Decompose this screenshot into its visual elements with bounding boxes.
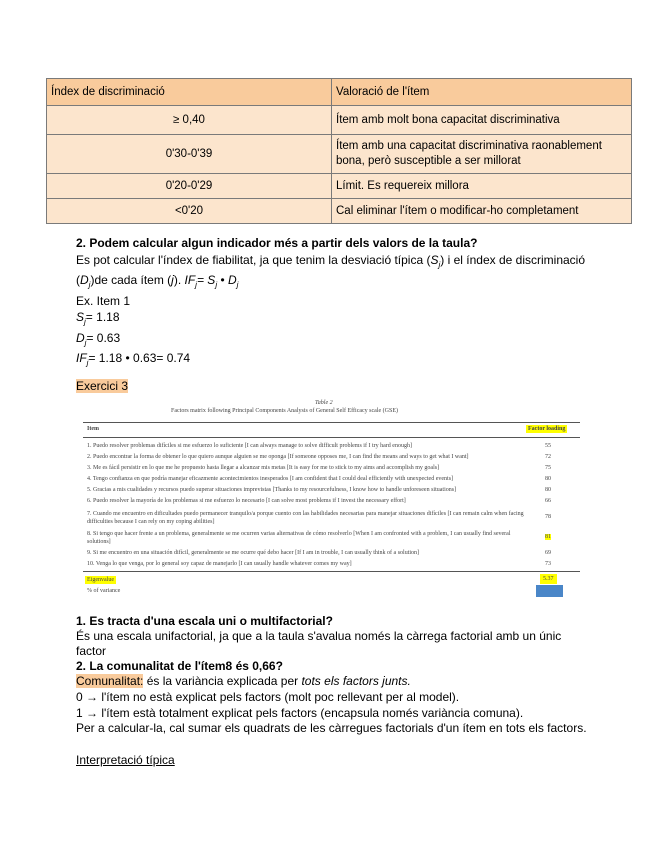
cell-index: 0'20-0'29 — [47, 174, 332, 199]
subscript: j — [84, 317, 86, 327]
section2-line1 — [76, 252, 585, 273]
table-row — [47, 106, 632, 135]
symbol-j: j — [171, 273, 174, 287]
formula-d: • D — [217, 273, 237, 287]
s-value: = 1.18 — [85, 310, 120, 324]
scan-item: 1. Puedo resolver problemas difíciles si me esfuerzo lo suficiente [I can always manage to solve difficult problems if I try hard enough] — [87, 443, 412, 449]
scan-col-loading: Factor loading — [528, 426, 566, 432]
subscript: j — [84, 338, 87, 348]
scan-eigen-value: 5.37 — [540, 574, 557, 584]
subscript: j — [438, 260, 441, 270]
scan-title-1: Table 2 — [315, 400, 333, 406]
subscript: j — [195, 280, 197, 290]
scan-item: 2. Puedo encontrar la forma de obtener lo que quiero aunque alguien se me oponga [If someone opposes me, I can find the means and ways to get what I want] — [87, 454, 469, 460]
scan-loading: 81 — [545, 534, 551, 540]
q2-definition — [76, 673, 411, 689]
symbol-if: IF — [76, 351, 87, 365]
scan-item: 3. Me es fácil persistir en lo que me he propuesto hasta llegar a alcanzar mis metas [It is easy for me to stick to my aims and accomplish my goals] — [87, 465, 440, 471]
cell-valoracio: Ítem amb molt bona capacitat discriminativa — [332, 106, 632, 135]
formula-if: IF — [184, 273, 196, 287]
symbol-d: D — [80, 273, 89, 287]
q1-answer-2: factor — [76, 644, 107, 658]
scan-rule — [83, 422, 580, 423]
q2-calc: Per a calcular-la, cal sumar els quadrats de les càrregues factorials d'un ítem en tots els factors. — [76, 721, 587, 735]
symbol-d: D — [76, 331, 85, 345]
section2-line2 — [76, 272, 238, 293]
example-if — [76, 350, 190, 371]
q1-answer-1: És una escala unifactorial, ja que a la taula s'avalua només la càrrega factorial amb un únic — [76, 629, 562, 643]
interpretation-title: Interpretació típica — [76, 753, 175, 767]
scan-rule — [83, 571, 580, 572]
discrimination-table — [46, 78, 632, 224]
cell-valoracio: Cal eliminar l'ítem o modificar-ho completament — [332, 199, 632, 224]
example-s — [76, 309, 120, 330]
subscript: j — [236, 280, 239, 290]
example-d — [76, 330, 120, 351]
text: ). — [173, 273, 185, 287]
header-index: Índex de discriminació — [47, 79, 332, 106]
table-row — [47, 135, 632, 174]
scan-item: 9. Si me encuentro en una situación difícil, generalmente se me ocurre qué debo hacer [If I am in trouble, I can usually think of a solution] — [87, 550, 420, 556]
header-valoracio: Valoració de l'ítem — [332, 79, 632, 106]
scan-loading: 80 — [545, 476, 551, 482]
symbol-s: S — [76, 310, 85, 324]
scan-loading: 72 — [545, 454, 551, 460]
cell-index: 0'30-0'39 — [47, 135, 332, 174]
scan-item: 7. Cuando me encuentro en dificultades puedo permanecer tranquilo/a porque cuento con las habilidades necesarias para manejar situaciones difíciles [I can remain calm when facing difficulties because I can rely on my coping abilities] — [87, 511, 524, 525]
q2-one: 1 → l'ítem està totalment explicat pels factors (encapsula només variància comuna). — [76, 706, 524, 720]
scanned-table-image — [79, 397, 584, 600]
scan-loading: 75 — [545, 465, 551, 471]
scan-rule — [83, 437, 580, 438]
scan-title-2: Factors matrix following Principal Components Analysis of General Self Efficacy scale (GSE) — [171, 408, 399, 414]
cell-valoracio: Ítem amb una capacitat discriminativa raonablement bona, però susceptible a ser millorat — [332, 135, 632, 174]
scan-variance-label: % of variance — [87, 588, 121, 594]
scan-item: 8. Si tengo que hacer frente a un problema, generalmente se me ocurren varias alternativas de cómo resolverlo [When I am confronted with a problem, I can usually find several solutions] — [87, 531, 511, 545]
table-row — [47, 174, 632, 199]
scan-loading: 69 — [545, 550, 551, 556]
symbol-s: S — [430, 253, 439, 267]
exercise-title-text: Exercici 3 — [76, 379, 129, 393]
scan-loading: 78 — [545, 514, 551, 520]
cell-valoracio: Límit. Es requereix millora — [332, 174, 632, 199]
subscript: j — [215, 280, 218, 290]
scan-variance-box — [536, 585, 563, 597]
scan-item: 5. Gracias a mis cualidades y recursos puedo superar situaciones imprevistas [Thanks to my resourcefulness, I know how to handle unforeseen situations] — [87, 487, 457, 493]
d-value: = 0.63 — [86, 331, 121, 345]
scan-loading: 73 — [545, 561, 551, 567]
cell-index: <0'20 — [47, 199, 332, 224]
text: ( — [76, 273, 80, 287]
subscript: j — [88, 280, 91, 290]
text: Es pot calcular l'índex de fiabilitat, ja que tenim la desviació típica ( — [76, 253, 431, 267]
subscript: j — [86, 358, 89, 368]
q2-question: 2. La comunalitat de l'ítem8 és 0,66? — [76, 659, 283, 673]
scan-col-item: Item — [87, 426, 99, 432]
section2-question: 2. Podem calcular algun indicador més a partir dels valors de la taula? — [76, 236, 478, 250]
q2-zero: 0 → l'ítem no està explicat pels factors (molt poc rellevant per al model). — [76, 690, 460, 704]
scan-loading: 80 — [545, 487, 551, 493]
scan-item: 6. Puedo resolver la mayoría de los problemas si me esfuerzo lo necesario [I can solve most problems if I invest the necessary effort] — [87, 498, 406, 504]
scan-item: 4. Tengo confianza en que podría manejar eficazmente acontecimientos inesperados [I am confident that I could deal efficiently with unexpected events] — [87, 476, 454, 482]
q1-question: 1. Es tracta d'una escala uni o multifactorial? — [76, 614, 333, 628]
scan-loading: 55 — [545, 443, 551, 449]
formula-s: = S — [196, 273, 216, 287]
text-italic: tots els factors junts. — [301, 674, 411, 688]
example-label: Ex. Item 1 — [76, 294, 131, 308]
if-value: = 1.18 • 0.63= 0.74 — [88, 351, 191, 365]
text: és la variància explicada per — [143, 674, 302, 688]
term-comunalitat: Comunalitat: — [76, 674, 144, 688]
text: )de cada ítem ( — [90, 273, 172, 287]
scan-loading: 66 — [545, 498, 551, 504]
text: ) i el índex de discriminació — [440, 253, 586, 267]
table-row — [47, 199, 632, 224]
scan-eigen-label: Eigenvalue — [87, 577, 114, 583]
scan-item: 10. Venga lo que venga, por lo general soy capaz de manejarlo [I can usually handle whatever comes my way] — [87, 561, 352, 567]
exercise-title — [76, 378, 128, 394]
table-header-row — [47, 79, 632, 106]
cell-index: ≥ 0,40 — [47, 106, 332, 135]
